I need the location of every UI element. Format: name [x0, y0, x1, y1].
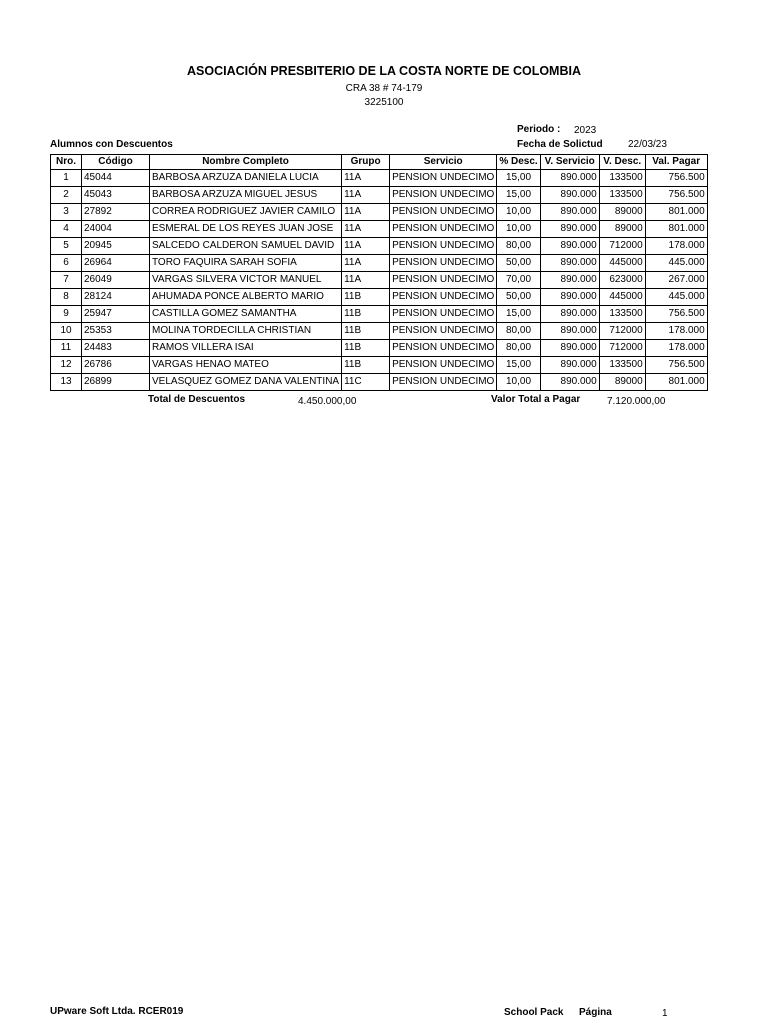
- total-descuentos-value: 4.450.000,00: [298, 396, 357, 407]
- cell-v-desc: 445000: [599, 255, 645, 272]
- cell-v-desc: 133500: [599, 357, 645, 374]
- cell-v-servicio: 890.000: [540, 340, 599, 357]
- cell-grupo: 11A: [342, 204, 390, 221]
- col-header-val-pagar: Val. Pagar: [645, 155, 707, 170]
- cell-grupo: 11A: [342, 221, 390, 238]
- cell-nombre: VELASQUEZ GOMEZ DANA VALENTINA: [150, 374, 342, 391]
- fecha-label: Fecha de Solictud: [517, 139, 603, 150]
- footer-page-number: 1: [662, 1008, 668, 1019]
- cell-v-servicio: 890.000: [540, 170, 599, 187]
- cell-nro: 5: [51, 238, 82, 255]
- cell-servicio: PENSION UNDECIMO: [390, 374, 497, 391]
- cell-codigo: 26786: [82, 357, 150, 374]
- table-row: [51, 221, 708, 238]
- cell-nro: 9: [51, 306, 82, 323]
- fecha-value: 22/03/23: [628, 139, 667, 150]
- periodo-label: Periodo :: [517, 124, 561, 135]
- cell-pct-desc: 15,00: [497, 187, 540, 204]
- cell-nombre: BARBOSA ARZUZA DANIELA LUCIA: [150, 170, 342, 187]
- table-row: [51, 306, 708, 323]
- col-header-nro: Nro.: [51, 155, 82, 170]
- total-descuentos-label: Total de Descuentos: [148, 394, 246, 405]
- cell-nombre: AHUMADA PONCE ALBERTO MARIO: [150, 289, 342, 306]
- cell-pct-desc: 50,00: [497, 289, 540, 306]
- cell-val-pagar: 756.500: [645, 306, 707, 323]
- cell-pct-desc: 10,00: [497, 374, 540, 391]
- cell-nro: 12: [51, 357, 82, 374]
- cell-v-servicio: 890.000: [540, 221, 599, 238]
- cell-v-desc: 133500: [599, 170, 645, 187]
- cell-nro: 8: [51, 289, 82, 306]
- organization-address: CRA 38 # 74-179: [345, 83, 423, 94]
- cell-pct-desc: 10,00: [497, 204, 540, 221]
- total-pagar-label: Valor Total a Pagar: [491, 394, 581, 405]
- cell-servicio: PENSION UNDECIMO: [390, 187, 497, 204]
- col-header-pct-desc: % Desc.: [497, 155, 540, 170]
- cell-grupo: 11C: [342, 374, 390, 391]
- cell-v-desc: 712000: [599, 323, 645, 340]
- footer-page-label: Página: [579, 1007, 612, 1018]
- cell-nombre: CORREA RODRIGUEZ JAVIER CAMILO: [150, 204, 342, 221]
- cell-codigo: 45043: [82, 187, 150, 204]
- cell-codigo: 28124: [82, 289, 150, 306]
- cell-servicio: PENSION UNDECIMO: [390, 238, 497, 255]
- cell-grupo: 11B: [342, 357, 390, 374]
- cell-v-desc: 712000: [599, 238, 645, 255]
- cell-nro: 4: [51, 221, 82, 238]
- cell-nombre: SALCEDO CALDERON SAMUEL DAVID: [150, 238, 342, 255]
- cell-val-pagar: 178.000: [645, 238, 707, 255]
- table-row: [51, 255, 708, 272]
- cell-codigo: 26964: [82, 255, 150, 272]
- cell-servicio: PENSION UNDECIMO: [390, 255, 497, 272]
- cell-servicio: PENSION UNDECIMO: [390, 340, 497, 357]
- cell-grupo: 11B: [342, 340, 390, 357]
- cell-v-servicio: 890.000: [540, 306, 599, 323]
- cell-nro: 7: [51, 272, 82, 289]
- cell-v-desc: 623000: [599, 272, 645, 289]
- cell-grupo: 11A: [342, 255, 390, 272]
- cell-val-pagar: 445.000: [645, 289, 707, 306]
- cell-v-servicio: 890.000: [540, 357, 599, 374]
- cell-v-servicio: 890.000: [540, 187, 599, 204]
- cell-codigo: 27892: [82, 204, 150, 221]
- cell-nombre: ESMERAL DE LOS REYES JUAN JOSE: [150, 221, 342, 238]
- cell-v-servicio: 890.000: [540, 289, 599, 306]
- cell-codigo: 26899: [82, 374, 150, 391]
- cell-val-pagar: 267.000: [645, 272, 707, 289]
- cell-nro: 2: [51, 187, 82, 204]
- cell-grupo: 11A: [342, 238, 390, 255]
- cell-nombre: BARBOSA ARZUZA MIGUEL JESUS: [150, 187, 342, 204]
- cell-pct-desc: 15,00: [497, 357, 540, 374]
- cell-nombre: VARGAS HENAO MATEO: [150, 357, 342, 374]
- cell-pct-desc: 15,00: [497, 170, 540, 187]
- section-title: Alumnos con Descuentos: [50, 139, 173, 150]
- cell-servicio: PENSION UNDECIMO: [390, 170, 497, 187]
- cell-val-pagar: 801.000: [645, 221, 707, 238]
- cell-nombre: MOLINA TORDECILLA CHRISTIAN: [150, 323, 342, 340]
- cell-val-pagar: 801.000: [645, 204, 707, 221]
- cell-grupo: 11B: [342, 306, 390, 323]
- cell-pct-desc: 10,00: [497, 221, 540, 238]
- cell-nro: 11: [51, 340, 82, 357]
- cell-servicio: PENSION UNDECIMO: [390, 357, 497, 374]
- cell-servicio: PENSION UNDECIMO: [390, 204, 497, 221]
- table-header-row: [51, 155, 708, 170]
- cell-servicio: PENSION UNDECIMO: [390, 272, 497, 289]
- col-header-codigo: Código: [82, 155, 150, 170]
- cell-v-servicio: 890.000: [540, 272, 599, 289]
- table-row: [51, 204, 708, 221]
- cell-pct-desc: 50,00: [497, 255, 540, 272]
- cell-val-pagar: 756.500: [645, 357, 707, 374]
- cell-grupo: 11A: [342, 272, 390, 289]
- cell-nombre: RAMOS VILLERA ISAI: [150, 340, 342, 357]
- cell-nro: 10: [51, 323, 82, 340]
- cell-nro: 1: [51, 170, 82, 187]
- col-header-servicio: Servicio: [390, 155, 497, 170]
- cell-val-pagar: 756.500: [645, 187, 707, 204]
- cell-val-pagar: 445.000: [645, 255, 707, 272]
- cell-codigo: 24004: [82, 221, 150, 238]
- col-header-nombre: Nombre Completo: [150, 155, 342, 170]
- col-header-grupo: Grupo: [342, 155, 390, 170]
- cell-nombre: CASTILLA GOMEZ SAMANTHA: [150, 306, 342, 323]
- table-row: [51, 170, 708, 187]
- cell-nro: 13: [51, 374, 82, 391]
- table-row: [51, 374, 708, 391]
- table-row: [51, 340, 708, 357]
- cell-v-desc: 445000: [599, 289, 645, 306]
- cell-v-servicio: 890.000: [540, 204, 599, 221]
- cell-v-desc: 89000: [599, 221, 645, 238]
- cell-codigo: 26049: [82, 272, 150, 289]
- cell-codigo: 45044: [82, 170, 150, 187]
- cell-v-servicio: 890.000: [540, 323, 599, 340]
- cell-val-pagar: 756.500: [645, 170, 707, 187]
- cell-pct-desc: 70,00: [497, 272, 540, 289]
- periodo-value: 2023: [574, 125, 597, 136]
- cell-v-desc: 89000: [599, 374, 645, 391]
- organization-phone: 3225100: [364, 97, 404, 108]
- cell-codigo: 25947: [82, 306, 150, 323]
- cell-grupo: 11B: [342, 289, 390, 306]
- table-row: [51, 357, 708, 374]
- table-row: [51, 238, 708, 255]
- cell-v-desc: 133500: [599, 306, 645, 323]
- cell-grupo: 11B: [342, 323, 390, 340]
- footer-product: School Pack: [504, 1007, 564, 1018]
- cell-servicio: PENSION UNDECIMO: [390, 289, 497, 306]
- cell-codigo: 25353: [82, 323, 150, 340]
- table-row: [51, 187, 708, 204]
- cell-servicio: PENSION UNDECIMO: [390, 221, 497, 238]
- discount-table: [50, 154, 708, 391]
- organization-title: ASOCIACIÓN PRESBITERIO DE LA COSTA NORTE DE COLOMBIA: [187, 64, 581, 78]
- cell-v-servicio: 890.000: [540, 374, 599, 391]
- cell-nro: 3: [51, 204, 82, 221]
- cell-codigo: 24483: [82, 340, 150, 357]
- col-header-v-servicio: V. Servicio: [540, 155, 599, 170]
- footer-software: UPware Soft Ltda. RCER019: [50, 1006, 184, 1017]
- cell-pct-desc: 80,00: [497, 323, 540, 340]
- cell-nombre: TORO FAQUIRA SARAH SOFIA: [150, 255, 342, 272]
- cell-v-desc: 89000: [599, 204, 645, 221]
- cell-servicio: PENSION UNDECIMO: [390, 306, 497, 323]
- cell-pct-desc: 80,00: [497, 238, 540, 255]
- cell-val-pagar: 178.000: [645, 323, 707, 340]
- cell-nombre: VARGAS SILVERA VICTOR MANUEL: [150, 272, 342, 289]
- cell-val-pagar: 801.000: [645, 374, 707, 391]
- total-pagar-value: 7.120.000,00: [607, 396, 666, 407]
- cell-pct-desc: 80,00: [497, 340, 540, 357]
- col-header-v-desc: V. Desc.: [599, 155, 645, 170]
- cell-servicio: PENSION UNDECIMO: [390, 323, 497, 340]
- cell-v-servicio: 890.000: [540, 255, 599, 272]
- cell-pct-desc: 15,00: [497, 306, 540, 323]
- table-row: [51, 323, 708, 340]
- table-row: [51, 272, 708, 289]
- cell-val-pagar: 178.000: [645, 340, 707, 357]
- cell-v-desc: 712000: [599, 340, 645, 357]
- cell-grupo: 11A: [342, 170, 390, 187]
- cell-v-servicio: 890.000: [540, 238, 599, 255]
- cell-v-desc: 133500: [599, 187, 645, 204]
- cell-codigo: 20945: [82, 238, 150, 255]
- table-row: [51, 289, 708, 306]
- cell-nro: 6: [51, 255, 82, 272]
- cell-grupo: 11A: [342, 187, 390, 204]
